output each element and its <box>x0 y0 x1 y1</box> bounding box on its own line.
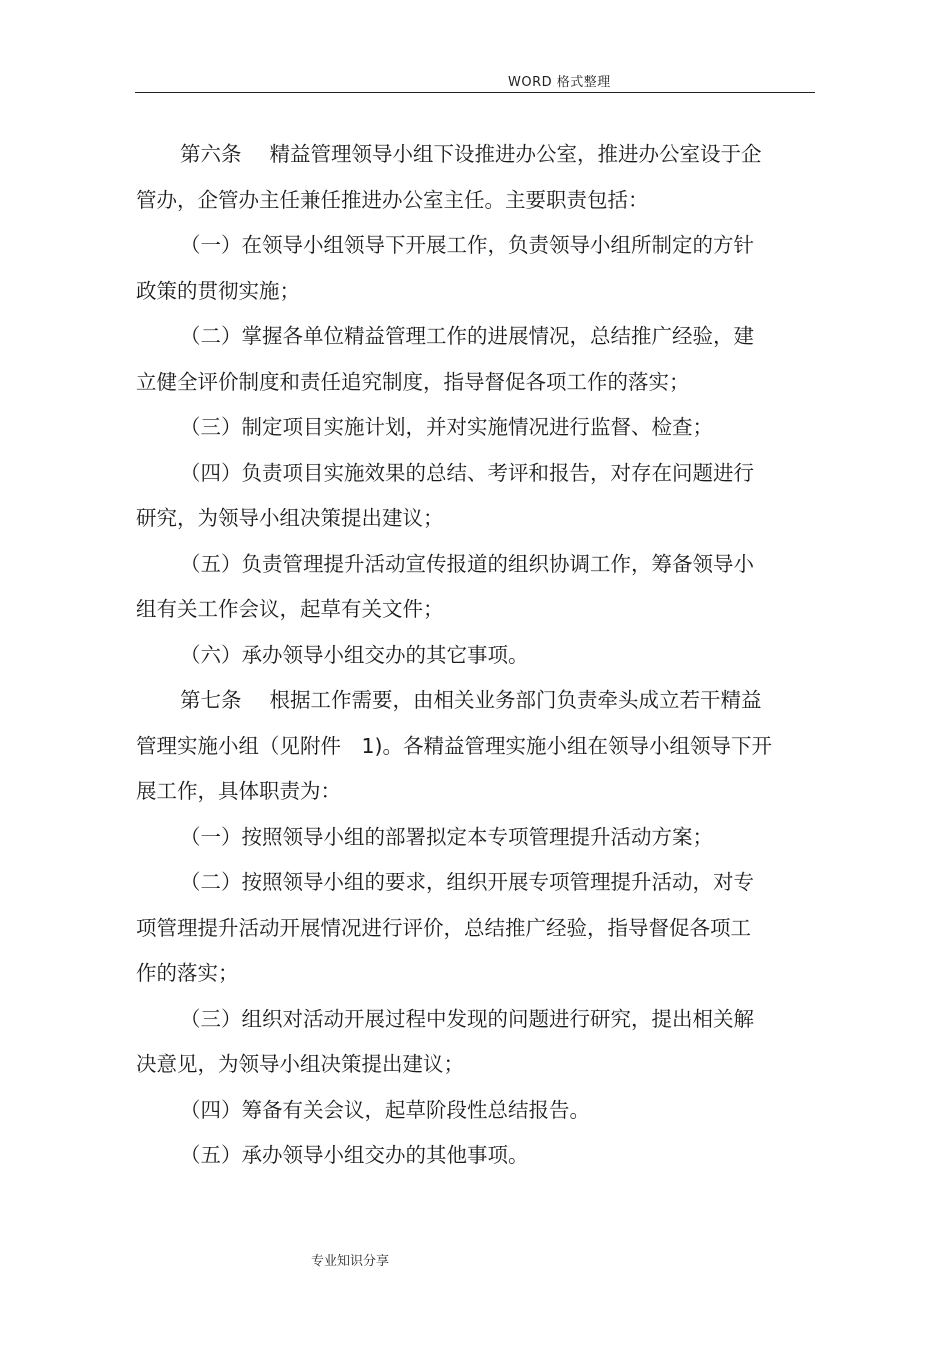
paragraph-line <box>136 633 786 679</box>
document-body <box>136 132 786 1179</box>
paragraph-line <box>136 815 786 861</box>
line-text: 根据工作需要，由相关业务部门负责牵头成立若干精益 <box>269 688 762 712</box>
line-text: 研究，为领导小组决策提出建议； <box>136 506 444 530</box>
line-text: 立健全评价制度和责任追究制度，指导督促各项工作的落实； <box>136 369 690 394</box>
article-number: 第六条 <box>180 142 242 166</box>
header-divider <box>135 92 815 93</box>
line-text: 组有关工作会议，起草有关文件； <box>136 597 444 621</box>
line-text: （三）制定项目实施计划，并对实施情况进行监督、检查； <box>180 415 713 439</box>
paragraph-line <box>136 951 786 997</box>
line-text: 政策的贯彻实施； <box>136 278 300 303</box>
line-text: （三）组织对活动开展过程中发现的问题进行研究，提出相关解 <box>180 1006 754 1031</box>
line-text: 精益管理领导小组下设推进办公室，推进办公室设于企 <box>269 142 762 166</box>
paragraph-line <box>136 360 786 406</box>
paragraph-line <box>136 542 786 588</box>
paragraph-line <box>136 451 786 497</box>
line-text: （六）承办领导小组交办的其它事项。 <box>180 642 529 667</box>
paragraph-line <box>136 860 786 906</box>
paragraph-line <box>136 496 786 542</box>
page-header-title: WORD 格式整理 <box>508 75 611 90</box>
paragraph-line <box>136 906 786 952</box>
paragraph-line <box>136 1133 786 1179</box>
paragraph-line <box>136 724 786 770</box>
line-text: （四）筹备有关会议，起草阶段性总结报告。 <box>180 1097 590 1122</box>
paragraph-line <box>136 178 786 224</box>
paragraph-line <box>136 314 786 360</box>
paragraph-line <box>136 587 786 633</box>
line-text: 管办，企管办主任兼任推进办公室主任。主要职责包括： <box>136 187 649 212</box>
paragraph-line <box>136 1042 786 1088</box>
paragraph-line <box>136 997 786 1043</box>
paragraph-line <box>136 132 786 178</box>
line-text: （一）在领导小组领导下开展工作，负责领导小组所制定的方针 <box>180 233 754 257</box>
line-text: 项管理提升活动开展情况进行评价，总结推广经验，指导督促各项工 <box>136 915 751 940</box>
paragraph-line <box>136 1088 786 1134</box>
line-text: （一）按照领导小组的部署拟定本专项管理提升活动方案； <box>180 824 713 849</box>
line-text: 作的落实； <box>136 961 239 985</box>
article-number: 第七条 <box>180 688 242 712</box>
paragraph-line <box>136 405 786 451</box>
paragraph-line <box>136 223 786 269</box>
line-text: （二）掌握各单位精益管理工作的进展情况，总结推广经验，建 <box>180 324 754 348</box>
page-footer: 专业知识分享 <box>311 1254 390 1269</box>
paragraph-line <box>136 769 786 815</box>
line-text: （五）承办领导小组交办的其他事项。 <box>180 1143 529 1167</box>
line-text: 展工作，具体职责为： <box>136 779 341 803</box>
line-text: （二）按照领导小组的要求，组织开展专项管理提升活动，对专 <box>180 870 754 894</box>
line-text: （五）负责管理提升活动宣传报道的组织协调工作，筹备领导小 <box>180 551 754 576</box>
line-text: 决意见，为领导小组决策提出建议； <box>136 1052 464 1076</box>
line-text: 管理实施小组（见附件 1)。各精益管理实施小组在领导小组领导下开 <box>136 733 773 758</box>
paragraph-line <box>136 269 786 315</box>
paragraph-line <box>136 678 786 724</box>
line-text: （四）负责项目实施效果的总结、考评和报告，对存在问题进行 <box>180 460 754 485</box>
